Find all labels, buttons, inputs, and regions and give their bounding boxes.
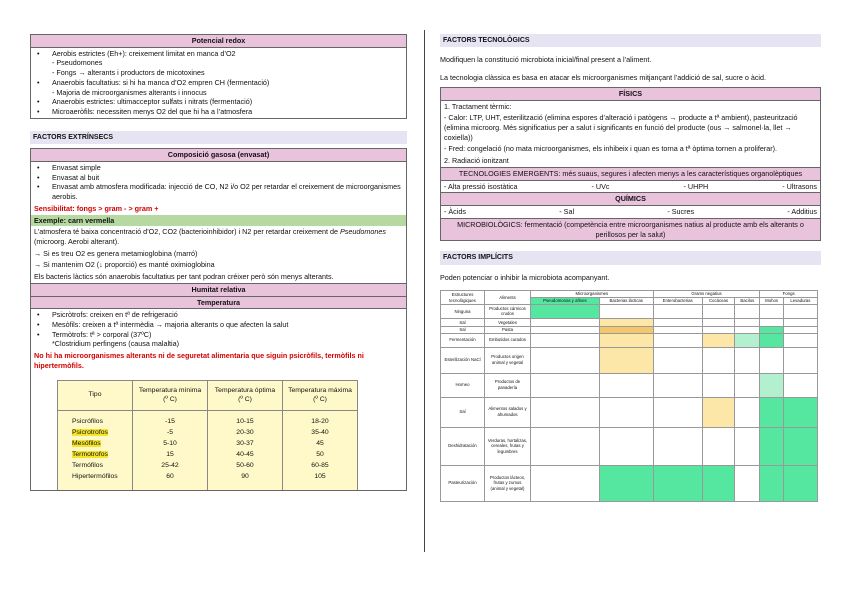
emergents-band: TECNOLOGIES EMERGENTS: més suaus, segures i afecten menys a les característiques organolèptiques [441,167,820,181]
mini-cell [735,465,760,501]
mini-cell [599,304,653,318]
quimics-item: - Additius [787,207,817,217]
table-cell: 20-30 [208,427,283,438]
mini-cell [783,304,817,318]
tecnologics-desc: La tecnologia clàssica es basa en atacar els microorganismes mitjançant l’addició de sal, sucre o àcid. [440,73,766,83]
example-genus: Pseudomones [340,227,386,237]
temp-item-text: Termòtrofs: tª > corporal (37ºC) [52,329,152,339]
table-cell: Termófilos [58,460,133,471]
mini-cell [599,373,653,397]
table-header: Tipo [58,380,133,410]
mini-cell [702,304,735,318]
column-divider [424,30,425,552]
example-label: Exemple: carn vermella [31,215,406,227]
mini-cell [653,465,702,501]
mini-cell [599,326,653,333]
table-cell: 5-10 [133,438,208,449]
mini-cell [531,465,600,501]
implicits-heading: FACTORS IMPLÍCITS [440,251,821,264]
table-row [441,397,818,427]
mini-header: Cocáceas [702,298,735,305]
mini-cell [735,347,760,373]
mini-cell: Verduras, hortalizas, cereales, frutas y legumbres [485,427,531,465]
mini-cell [735,333,760,347]
mini-cell: Productos origen animal y vegetal [485,347,531,373]
fisics-line: - Fred: congelació (no mata microorganismes, els inhibeix i quan es torna a tª òptima tornen a proliferar). [444,144,778,154]
mini-cell [599,347,653,373]
sensitivity-note: Sensibilitat: fongs > gram - > gram + [34,203,159,213]
mini-cell [702,397,735,427]
mini-cell [783,347,817,373]
mini-cell [783,326,817,333]
table-row [58,438,358,449]
mini-header: Pseudomonas y afines [531,298,600,305]
table-cell: 35-40 [283,427,358,438]
table-cell: Hipertermófilos [58,471,133,489]
right-column [440,34,821,502]
mini-cell: Alimentos salados y ahumados [485,397,531,427]
mini-header: Bacilos [735,298,760,305]
table-header: Temperatura mínima (º C) [133,380,208,410]
mini-cell [531,326,600,333]
mini-cell [760,333,784,347]
table-cell: 10-15 [208,410,283,427]
table-row [58,449,358,460]
highlighted-type: Psicrotrofos [72,428,108,436]
temp-item: • Mesòfils: creixen a tª intermèdia → majoria alterants o que afecten la salut [34,320,403,330]
table-row [441,333,818,347]
table-cell: 90 [208,471,283,489]
quimics-title: QUÍMICS [441,192,820,206]
table-cell: 40-45 [208,449,283,460]
mini-header: Aliments [485,291,531,305]
example-line: → Si mantenim O2 (↓ proporció) es manté oximioglobina [34,260,215,270]
mini-cell: Pasta [485,326,531,333]
microbiologics-band: MICROBIOLÒGICS: fermentació (competència entre microorganismes natius al producte amb els alterants o perillosos per la salut) [441,218,820,240]
mini-cell [760,465,784,501]
temp-item: • Psicròtrofs: creixen en tª de refrigeració [34,310,403,320]
mini-cell [702,333,735,347]
redox-box [30,34,407,119]
mini-header: Fongs [760,291,818,298]
table-cell: 30-37 [208,438,283,449]
quimics-item: - Sal [559,207,575,217]
emergents-item: - Alta pressió isostàtica [444,181,518,191]
mini-header-row [441,291,818,298]
mini-cell [531,333,600,347]
mini-cell [653,397,702,427]
table-cell: 60 [133,471,208,489]
emergents-item: - UHPH [683,181,709,191]
mini-header: Mohos [760,298,784,305]
mini-cell: Horneo [441,373,485,397]
table-cell [58,427,133,438]
example-text: L’atmosfera té baixa concentració d’O2, CO2 (bacterioinhibidor) i N2 per retardar creixement de [34,227,341,237]
highlighted-type: Mesófilos [72,439,101,447]
mini-header: Enterobacterias [653,298,702,305]
redox-sub: - Pseudomones [52,58,103,68]
mini-cell [531,427,600,465]
mini-cell [599,397,653,427]
table-row [58,427,358,438]
table-row [58,471,358,489]
mini-cell [653,333,702,347]
table-header: Temperatura óptima (º C) [208,380,283,410]
mini-cell: Vegetales [485,318,531,326]
implicits-desc: Poden potenciar o inhibir la microbiota acompanyant. [440,272,610,282]
warning-text: No hi ha microorganismes alterants ni de seguretat alimentaria que siguin psicròfils, termòfils ni hipertermòfils. [34,351,364,370]
mini-cell: Sal [441,318,485,326]
mini-cell [760,397,784,427]
mini-cell [735,427,760,465]
mini-cell [653,318,702,326]
table-cell: Psicrófilos [58,410,133,427]
temp-list [31,309,406,350]
quimics-item: - Sucres [667,207,695,217]
mini-cell: Pasteurización [441,465,485,501]
mini-cell [599,318,653,326]
table-row [441,318,818,326]
table-header: Temperatura máxima (º C) [283,380,358,410]
mini-cell: Sal [441,326,485,333]
mini-header: Estructures tecnològiques [441,291,485,305]
table-cell: 50-60 [208,460,283,471]
table-cell: -15 [133,410,208,427]
mini-cell [653,326,702,333]
mini-cell: Deshidratación [441,427,485,465]
mini-cell [702,373,735,397]
mini-cell [653,304,702,318]
mini-cell [783,465,817,501]
mini-cell: Fermentación [441,333,485,347]
mini-cell: Productos de panadería [485,373,531,397]
table-cell: 18-20 [283,410,358,427]
gas-item: • Envasat amb atmosfera modificada: injecció de CO, N2 i/o O2 per retardar el creixement de microorganismes aerobis. [34,182,403,201]
mini-cell [760,318,784,326]
mini-cell [735,373,760,397]
mini-cell: Esterilización NaCl [441,347,485,373]
implicit-factors-table [440,290,818,501]
mini-cell [653,373,702,397]
table-cell: 45 [283,438,358,449]
quimics-list [441,206,820,218]
fisics-line: 1. Tractament tèrmic: [444,101,512,111]
mini-cell [599,333,653,347]
gas-item: • Envasat simple [34,163,403,173]
tecnologics-box [440,87,821,241]
mini-cell [531,397,600,427]
mini-cell [735,304,760,318]
table-cell: 105 [283,471,358,489]
temperature-table [57,380,358,490]
mini-cell [783,333,817,347]
table-cell: -5 [133,427,208,438]
mini-cell: Sal [441,397,485,427]
table-row [441,427,818,465]
redox-sub: - Fongs → alterants i productors de micotoxines [52,68,205,78]
mini-cell [653,347,702,373]
tecnologics-heading: FACTORS TECNOLÒGICS [440,34,821,47]
mini-cell: Embutidos curados [485,333,531,347]
mini-cell [599,427,653,465]
redox-item: • Microaeròfils: necessiten menys O2 del que hi ha a l’atmosfera [34,107,403,117]
mini-cell [702,465,735,501]
table-row [58,460,358,471]
table-cell [58,449,133,460]
mini-cell [653,427,702,465]
table-cell: 25-42 [133,460,208,471]
mini-cell [531,304,600,318]
mini-cell [760,326,784,333]
mini-cell [702,427,735,465]
table-cell: 60-85 [283,460,358,471]
emergents-list [441,181,820,193]
gas-title: Composició gasosa (envasat) [31,149,406,162]
mini-cell [783,397,817,427]
mini-cell [702,318,735,326]
example-paragraph [31,226,406,247]
redox-item [34,49,403,78]
mini-cell [760,373,784,397]
redox-item [34,78,403,97]
temp-title: Temperatura [31,297,406,310]
fisics-title: FÍSICS [441,88,820,101]
mini-cell [599,465,653,501]
temp-item [34,330,403,349]
mini-cell: Productos cárnicos crudos [485,304,531,318]
table-cell: 15 [133,449,208,460]
table-row [441,326,818,333]
table-row [441,347,818,373]
extrinsecs-box [30,148,407,490]
mini-cell: Ninguna [441,304,485,318]
mini-header: Grams negatius [653,291,760,298]
table-header-row [58,380,358,410]
emergents-item: - UVc [591,181,610,191]
mini-cell [531,373,600,397]
table-row [441,373,818,397]
mini-cell [702,347,735,373]
mini-cell [760,347,784,373]
table-cell: 50 [283,449,358,460]
gas-list [31,162,406,203]
mini-cell: Productos lácteos, frutas y zumos (animal y vegetal) [485,465,531,501]
redox-item: • Anaerobis estrictes: ultimacceptor sulfats i nitrats (fermentació) [34,97,403,107]
table-row [441,465,818,501]
left-column [30,34,407,491]
example-line: → Si es treu O2 es genera metamioglobina (marró) [34,248,198,258]
mini-header: Bacterias lácticas [599,298,653,305]
redox-title: Potencial redox [31,35,406,48]
fisics-line: 2. Radiació ionitzant [444,156,509,166]
redox-item-text: Aerobis estrictes (Eh+): creixement limitat en manca d’O2 [52,48,236,58]
table-cell [58,438,133,449]
mini-header: Levaduras [783,298,817,305]
humitat-title: Humitat relativa [31,283,406,297]
mini-cell [783,373,817,397]
mini-cell [783,427,817,465]
mini-cell [735,397,760,427]
mini-cell [531,347,600,373]
mini-cell [702,326,735,333]
fisics-line: - Calor: LTP, UHT, esterilització (elimina espores d’alteració i patògens → producte a tª ambient), pasteurització (elimina microorg. Més significatius per a salut i significants en funció del producte (ous → salmonel·la, llet → coxiella)) [444,113,798,142]
quimics-item: - Àcids [444,207,466,217]
mini-cell [735,318,760,326]
redox-sub: - Majoria de microorganismes alterants i innocus [52,87,207,97]
highlighted-type: Termotrofos [72,451,108,459]
mini-cell [783,318,817,326]
mini-cell [531,318,600,326]
extrinsecs-heading: FACTORS EXTRÍNSECS [30,131,407,144]
mini-cell [735,326,760,333]
temp-sub: *Clostridium perfingens (causa malaltia) [52,339,180,349]
redox-list [31,48,406,118]
mini-cell [760,427,784,465]
example-line: Els bacteris làctics són anaerobis facultatius per tant podran créixer però són menys alterants. [34,272,334,282]
gas-item: • Envasat al buit [34,173,403,183]
tecnologics-intro: Modifiquen la constitució microbiota inicial/final present a l’aliment. [440,55,652,65]
table-row [58,410,358,427]
mini-cell [760,304,784,318]
mini-header: Microorganismes [531,291,654,298]
redox-item-text: Anaerobis facultatius: si hi ha manca d’O2 empren CH (fermentació) [52,77,270,87]
example-text: (microorg. Aerobi alterant). [34,236,120,246]
emergents-item: - Ultrasons [782,181,817,191]
table-row [441,304,818,318]
